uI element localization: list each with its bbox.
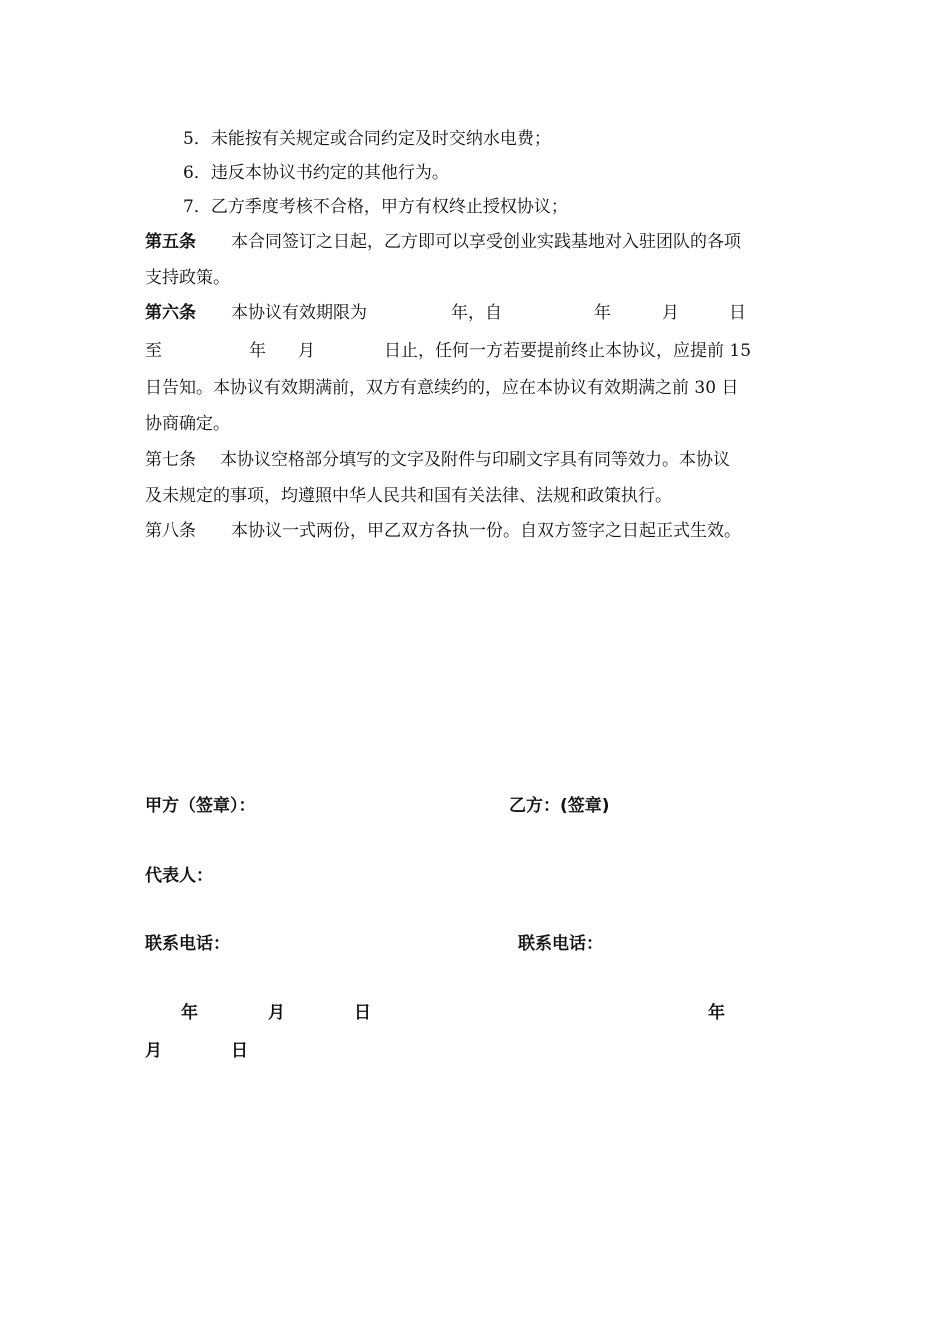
clause-item-6: 6．违反本协议书约定的其他行为。 bbox=[183, 163, 449, 183]
article-6-line-3: 日告知。本协议有效期满前，双方有意续约的，应在本协议有效期满之前 30 日 bbox=[145, 378, 739, 398]
party-b-signature-label: 乙方：(签章) bbox=[509, 796, 610, 816]
article-6-label: 第六条 bbox=[145, 303, 196, 323]
article-7-continuation: 及未规定的事项，均遵照中华人民共和国有关法律、法规和政策执行。 bbox=[145, 486, 672, 506]
article-8-label: 第八条 bbox=[145, 521, 196, 541]
article-5-continuation: 支持政策。 bbox=[145, 268, 230, 288]
article-7-label: 第七条 bbox=[145, 450, 196, 470]
party-a-signature-label: 甲方（签章）： bbox=[145, 796, 256, 816]
representative-label: 代表人： bbox=[145, 866, 213, 886]
article-7-text: 本协议空格部分填写的文字及附件与印刷文字具有同等效力。本协议 bbox=[220, 450, 730, 470]
article-6-line-4: 协商确定。 bbox=[145, 414, 230, 434]
article-6-end-year: 年 bbox=[249, 341, 266, 361]
clause-item-5: 5．未能按有关规定或合同约定及时交纳水电费； bbox=[183, 129, 551, 149]
article-6-end-month: 月 bbox=[298, 341, 315, 361]
party-a-date-day: 日 bbox=[354, 1003, 371, 1023]
party-b-date-month: 月 bbox=[145, 1041, 162, 1061]
party-a-date-month: 月 bbox=[268, 1003, 285, 1023]
party-b-date-day: 日 bbox=[231, 1041, 248, 1061]
article-8-text: 本协议一式两份，甲乙双方各执一份。自双方签字之日起正式生效。 bbox=[231, 521, 741, 541]
article-6-start-month: 月 bbox=[662, 303, 679, 323]
article-6-start-day: 日 bbox=[729, 303, 746, 323]
article-5-label: 第五条 bbox=[145, 232, 196, 252]
article-6-text: 本协议有效期限为 bbox=[231, 303, 367, 323]
party-b-date-year: 年 bbox=[708, 1003, 725, 1023]
party-b-phone-label: 联系电话： bbox=[518, 934, 603, 954]
article-6-start-year: 年 bbox=[594, 303, 611, 323]
article-6-end-day-text: 日止，任何一方若要提前终止本协议，应提前 15 bbox=[384, 341, 752, 361]
article-6-to: 至 bbox=[145, 341, 162, 361]
party-a-phone-label: 联系电话： bbox=[145, 934, 230, 954]
clause-item-7: 7．乙方季度考核不合格，甲方有权终止授权协议； bbox=[183, 197, 568, 217]
article-6-term-years: 年，自 bbox=[451, 303, 502, 323]
article-5-text: 本合同签订之日起，乙方即可以享受创业实践基地对入驻团队的各项 bbox=[231, 232, 741, 252]
party-a-date-year: 年 bbox=[181, 1003, 198, 1023]
